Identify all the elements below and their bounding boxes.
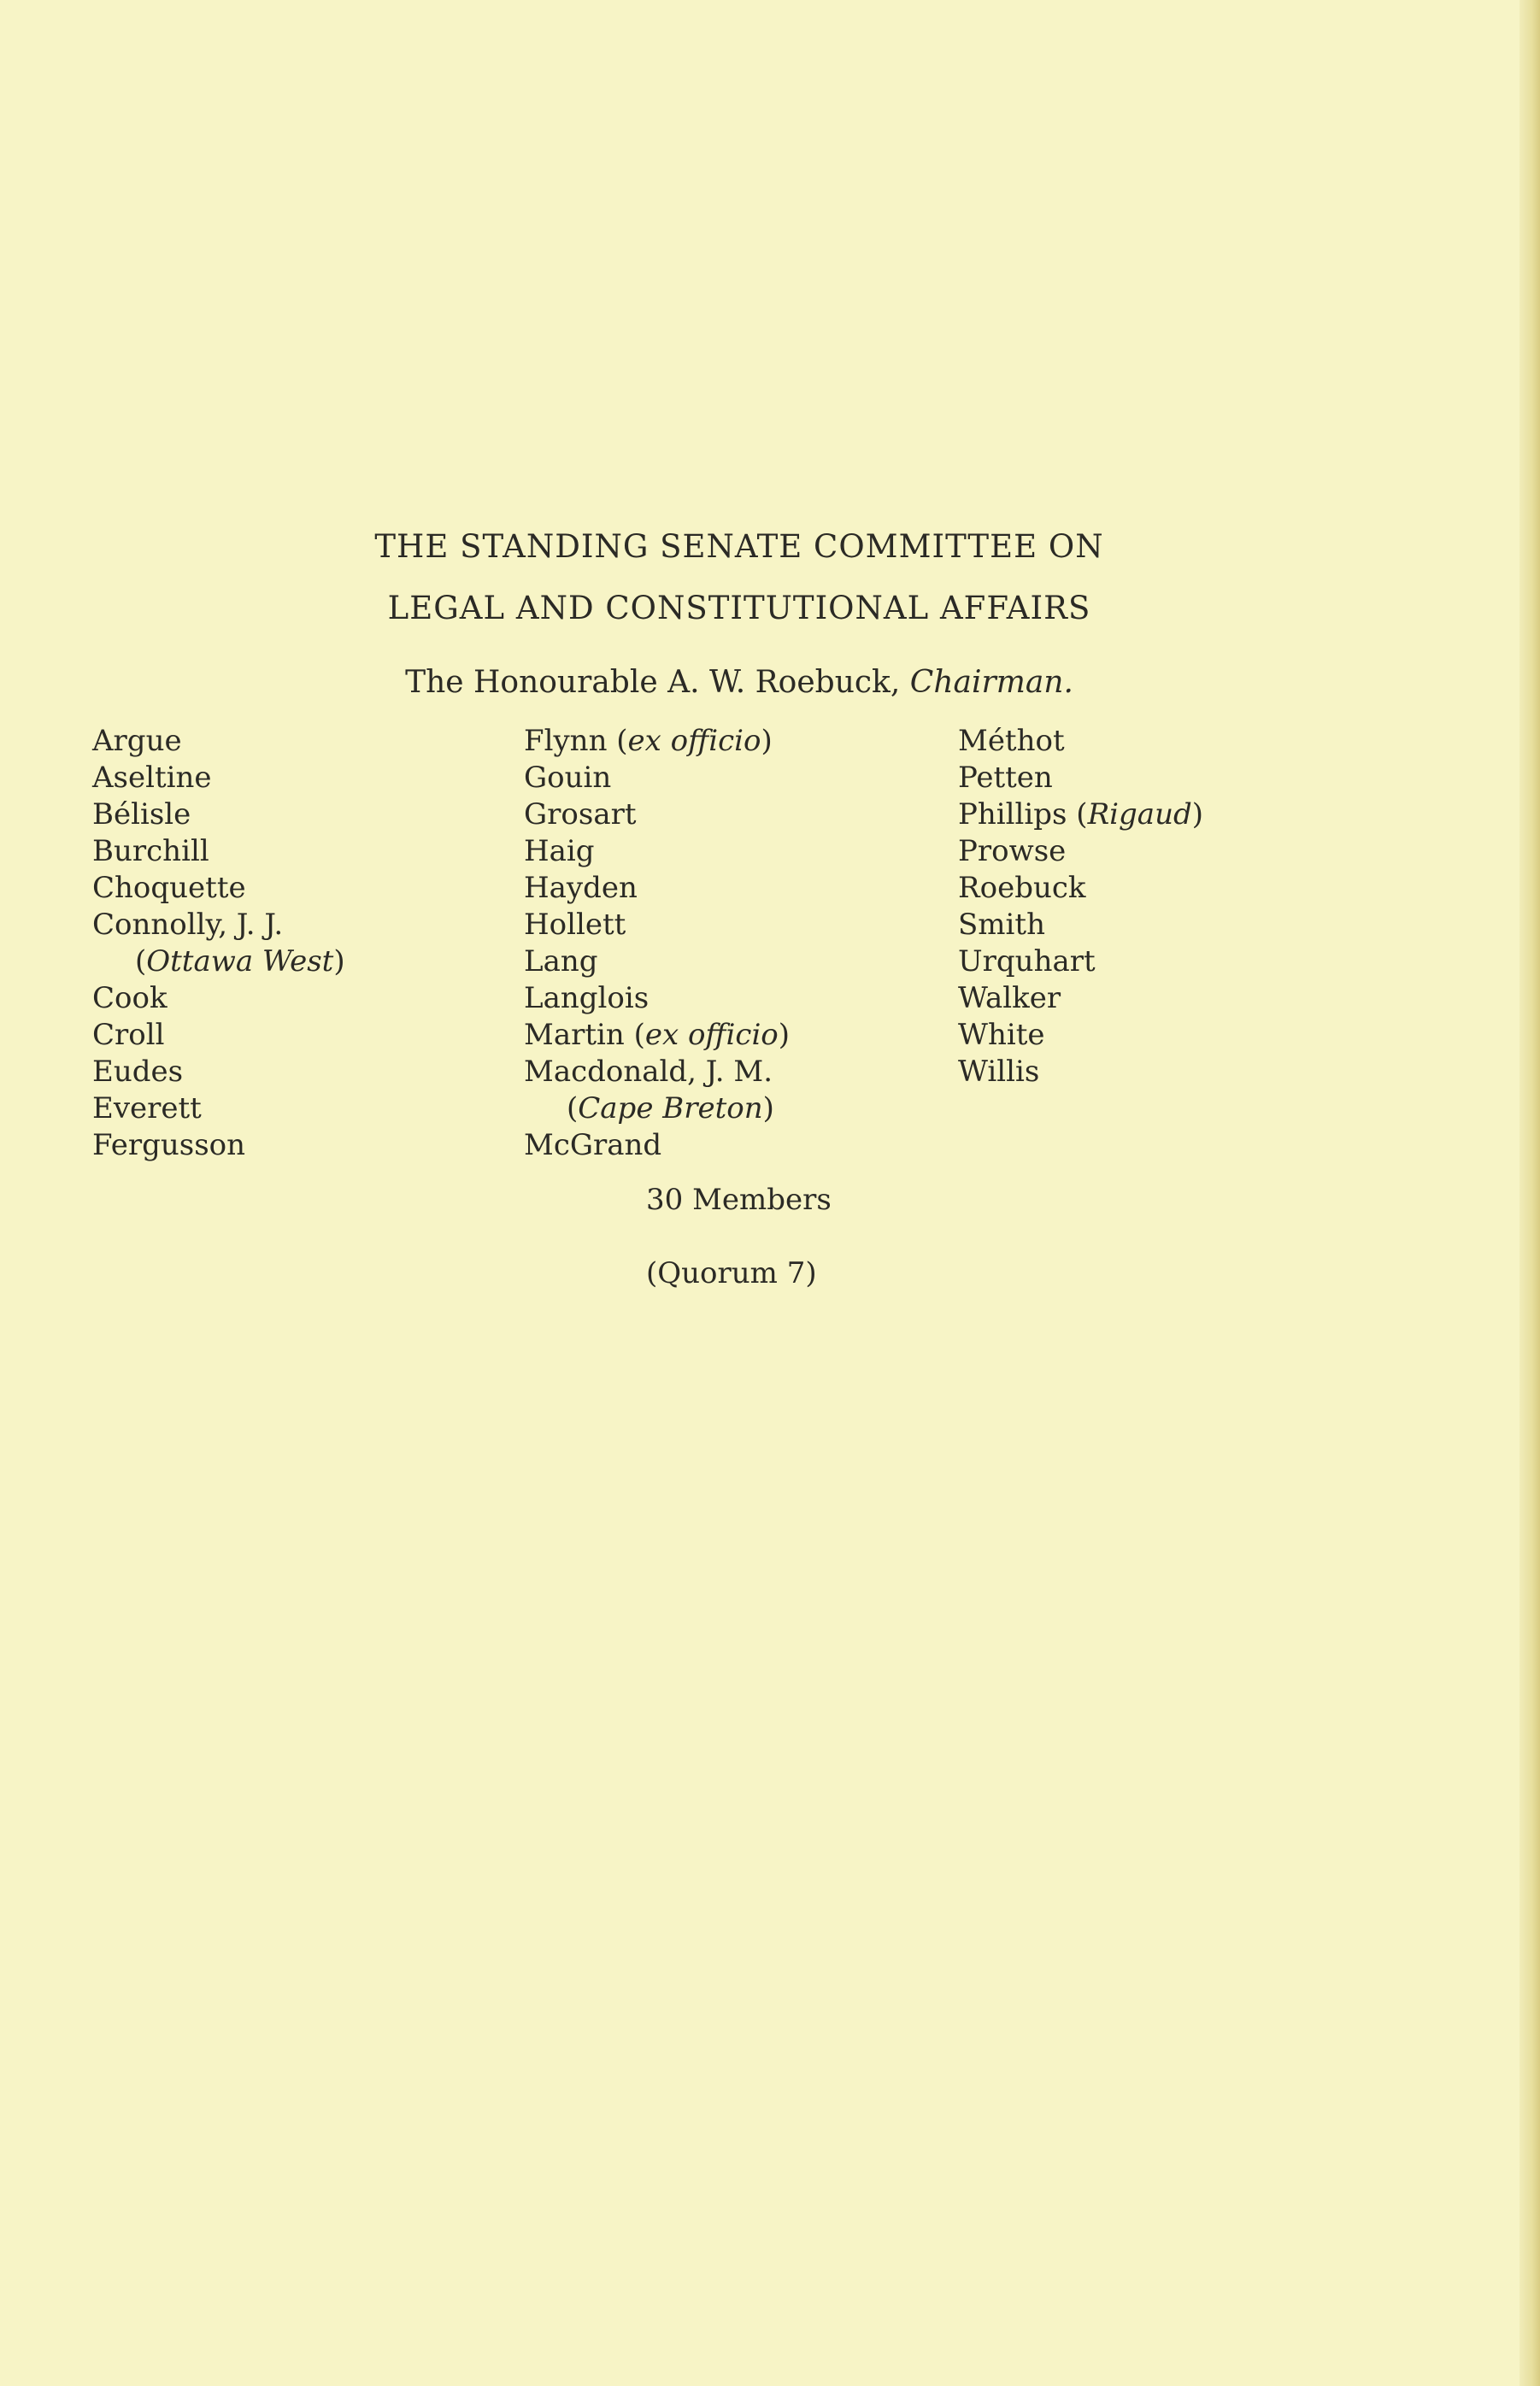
member-name	[524, 760, 790, 796]
member-note: Rigaud	[1087, 797, 1192, 832]
committee-title-line2: LEGAL AND CONSTITUTIONAL AFFAIRS	[387, 590, 1091, 626]
member-name	[958, 723, 1203, 760]
member-name	[524, 1127, 790, 1164]
members-count: 30 Members	[646, 1183, 832, 1217]
member-name-text: Willis	[958, 1055, 1040, 1089]
chairman-name: The Honourable A. W. Roebuck,	[405, 665, 901, 700]
member-name	[524, 1054, 790, 1090]
member-name	[92, 870, 345, 907]
member-name	[524, 833, 790, 870]
member-name	[92, 833, 345, 870]
member-name-text: Martin	[524, 1018, 625, 1052]
member-name-text: Haig	[524, 834, 595, 868]
member-name: Phillips (Rigaud)	[958, 797, 1203, 832]
members-column-1	[92, 723, 345, 1164]
member-name	[92, 1017, 345, 1054]
member-name-text: Langlois	[524, 981, 650, 1015]
member-name	[958, 907, 1203, 943]
member-name-text: McGrand	[524, 1128, 662, 1162]
member-name	[92, 907, 345, 943]
member-name-text: Everett	[92, 1091, 202, 1125]
member-name-text: Fergusson	[92, 1128, 246, 1162]
member-name-text: Argue	[92, 724, 182, 758]
member-constituency: (Cape Breton)	[567, 1091, 774, 1125]
member-name	[92, 723, 345, 760]
members-column-3	[958, 723, 1203, 1090]
member-name	[958, 870, 1203, 907]
member-name-text: White	[958, 1018, 1045, 1052]
member-name-text: Lang	[524, 944, 598, 978]
member-name-text: Aseltine	[92, 761, 212, 795]
member-name-text: Grosart	[524, 797, 637, 832]
member-name	[958, 760, 1203, 796]
member-name	[958, 943, 1203, 980]
member-name	[92, 980, 345, 1017]
member-name-text: Méthot	[958, 724, 1065, 758]
member-name-text: Macdonald, J. M.	[524, 1055, 773, 1089]
member-name	[958, 1017, 1203, 1054]
member-name-text: Roebuck	[958, 871, 1086, 905]
page-edge	[1519, 0, 1540, 2386]
member-name-text: Hayden	[524, 871, 638, 905]
member-name	[524, 870, 790, 907]
committee-title-line1: THE STANDING SENATE COMMITTEE ON	[374, 528, 1104, 565]
member-name-text: Hollett	[524, 908, 626, 942]
member-name-text: Walker	[958, 981, 1061, 1015]
member-note: ex officio	[627, 724, 761, 758]
constituency-text: Cape Breton	[578, 1091, 763, 1125]
member-name-text: Gouin	[524, 761, 612, 795]
member-name	[524, 943, 790, 980]
member-name-text: Connolly, J. J.	[92, 908, 284, 942]
member-name-text: Flynn	[524, 724, 608, 758]
member-name-text: Bélisle	[92, 797, 191, 832]
member-name	[524, 796, 790, 833]
constituency-text: Ottawa West	[146, 944, 334, 978]
member-name: Martin (ex officio)	[524, 1018, 791, 1052]
quorum-count: (Quorum 7)	[646, 1256, 817, 1290]
chairman-role: Chairman.	[909, 665, 1073, 700]
member-name-text: Phillips	[958, 797, 1067, 832]
member-name	[524, 907, 790, 943]
member-name-text: Prowse	[958, 834, 1067, 868]
member-name	[524, 980, 790, 1017]
member-name	[958, 980, 1203, 1017]
member-name	[92, 760, 345, 796]
member-name	[92, 1127, 345, 1164]
member-name-text: Urquhart	[958, 944, 1096, 978]
member-name: Flynn (ex officio)	[524, 724, 773, 758]
member-name	[958, 833, 1203, 870]
member-name-text: Petten	[958, 761, 1053, 795]
member-name	[92, 1090, 345, 1127]
member-note: ex officio	[644, 1018, 779, 1052]
member-name-text: Choquette	[92, 871, 246, 905]
member-name-text: Eudes	[92, 1055, 184, 1089]
member-name-text: Cook	[92, 981, 168, 1015]
member-name-text: Burchill	[92, 834, 209, 868]
member-name-text: Croll	[92, 1018, 165, 1052]
members-column-2	[524, 723, 790, 1164]
chairman-line	[0, 665, 1478, 700]
member-name-text: Smith	[958, 908, 1045, 942]
member-name	[958, 1054, 1203, 1090]
member-constituency: (Ottawa West)	[135, 944, 345, 978]
member-name	[92, 796, 345, 833]
member-name	[92, 1054, 345, 1090]
